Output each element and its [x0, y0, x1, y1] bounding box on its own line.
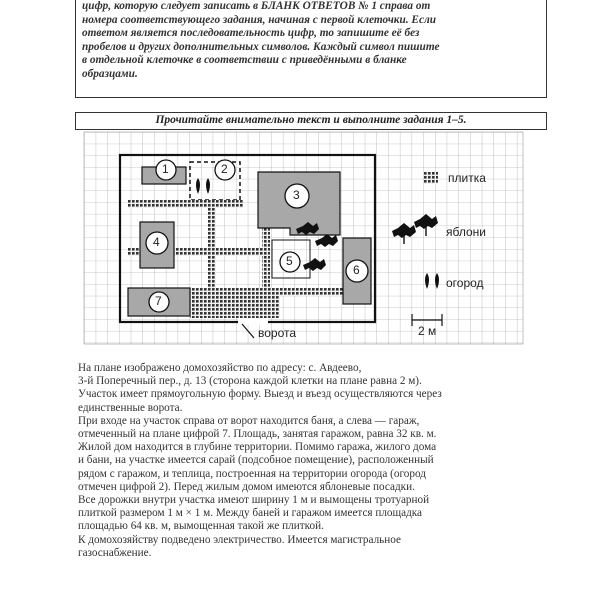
tile-path [262, 228, 270, 288]
text-line: При входе на участок справа от ворот находится баня, а слева — гараж, [78, 414, 420, 427]
text-line: Все дорожки внутри участка имеют ширину 1 м и вымощены тротуарной [78, 494, 430, 507]
text-line: и бани, на участке имеется сарай (подсобное помещение), расположенный [78, 454, 434, 467]
gate-label: ворота [258, 326, 297, 340]
number-label-3: 3 [293, 188, 300, 202]
tile-path [208, 200, 216, 290]
problem-text [78, 362, 548, 560]
instruction-line: пробелов и других дополнительных символов. Каждый символ пишите [82, 40, 440, 53]
text-line: единственные ворота. [78, 401, 183, 414]
text-line: К домохозяйству подведено электричество. Имеется магистральное [78, 533, 401, 546]
instruction-line: цифр, которую следует записать в БЛАНК ОТВЕТОВ № 1 справа от [82, 0, 431, 12]
number-label-1: 1 [162, 162, 169, 176]
text-line: На плане изображено домохозяйство по адресу: с. Авдеево, [78, 362, 362, 374]
text-line: Участок имеет прямоугольную форму. Выезд и въезд осуществляются через [78, 388, 442, 401]
text-line: отмечен цифрой 2). Перед жилым домом имеются яблоневые посадки. [78, 480, 415, 493]
number-label-2: 2 [221, 162, 228, 176]
instruction-line: ответом является последовательность цифр, то запишите её без [82, 27, 420, 40]
legend-garden-label: огород [446, 276, 484, 290]
legend-tile-icon [424, 172, 438, 184]
legend-tiles-label: плитка [448, 171, 486, 185]
text-line: 3-й Поперечный пер., д. 13 (сторона каждой клетки на плане равна 2 м). [78, 375, 422, 388]
number-label-4: 4 [153, 235, 160, 249]
instruction-line: образцами. [82, 67, 138, 80]
scale-label: 2 м [418, 324, 437, 338]
text-line: газоснабжение. [78, 546, 152, 559]
text-line: рядом с гаражом, и теплица, построенная на территории огорода (огород [78, 467, 426, 480]
tile-path [128, 200, 243, 208]
tile-path [280, 288, 350, 296]
text-line: Жилой дом находится в глубине территории. Помимо гаража, жилого дома [78, 441, 437, 454]
legend-apple-label: яблони [446, 225, 486, 239]
number-label-7: 7 [155, 294, 162, 308]
text-line: площадью 64 кв. м, вымощенная такой же плиткой. [78, 520, 324, 533]
task-header: Прочитайте внимательно текст и выполните задания 1–5. [75, 112, 547, 130]
instruction-line: номера соответствующего задания, начиная с первой клеточки. Если [82, 13, 437, 26]
number-label-5: 5 [286, 254, 293, 268]
instruction-line: в отдельной клеточке в соответствии с приведёнными в бланке [82, 54, 407, 67]
text-line: плиткой размером 1 м × 1 м. Между баней и гаражом имеется площадка [78, 507, 423, 520]
text-line: отмеченный на плане цифрой 7. Площадь, занятая гаражом, равна 32 кв. м. [78, 428, 437, 441]
number-label-6: 6 [353, 263, 360, 277]
tile-area [190, 288, 280, 318]
